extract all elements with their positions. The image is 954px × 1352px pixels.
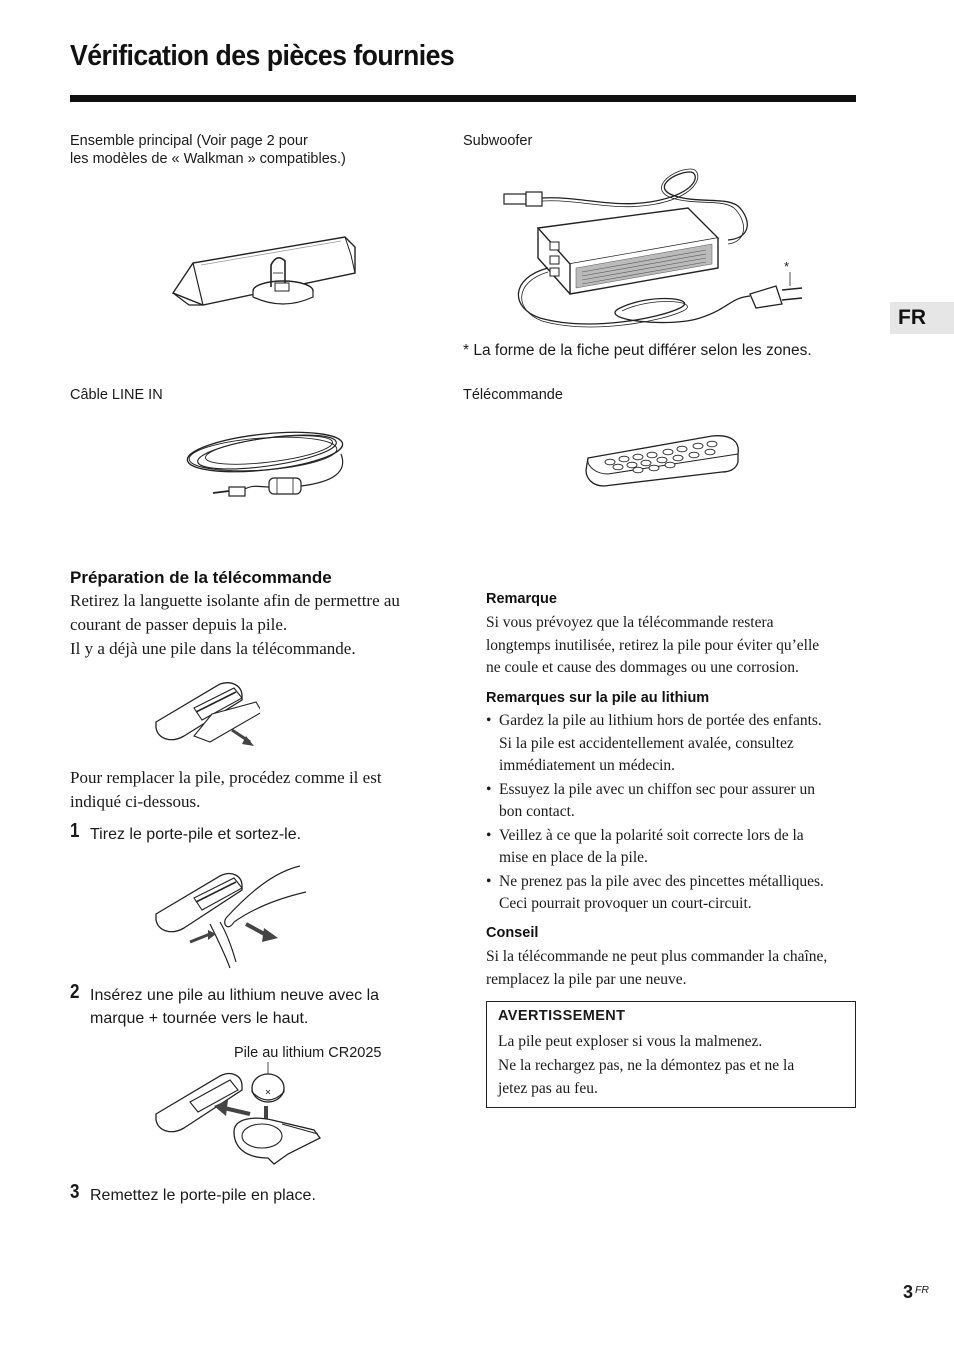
step-text-line: Insérez une pile au lithium neuve avec la xyxy=(90,987,380,1004)
remote-illustration xyxy=(582,432,744,490)
main-unit-caption xyxy=(70,132,346,168)
step-text-line: marque + tournée vers le haut. xyxy=(90,1010,309,1027)
conseil-line: remplacez la pile par une neuve. xyxy=(486,970,687,988)
warning-text xyxy=(498,1030,794,1101)
list-item xyxy=(486,710,858,778)
intro-line: Il y a déjà une pile dans la télécommande. xyxy=(70,639,356,658)
step-text xyxy=(90,984,379,1030)
remote-prep-intro xyxy=(70,589,400,661)
remarque-heading: Remarque xyxy=(486,591,557,607)
line-in-cable-illustration xyxy=(183,424,353,504)
lithium-notes-heading: Remarques sur la pile au lithium xyxy=(486,690,710,706)
step-text xyxy=(90,1184,316,1207)
remarque-line: longtemps inutilisée, retirez la pile pour éviter qu’elle xyxy=(486,636,820,654)
lithium-notes-list xyxy=(486,710,858,917)
subwoofer-caption: Subwoofer xyxy=(463,133,533,149)
title-rule xyxy=(70,95,856,102)
page-title: Vérification des pièces fournies xyxy=(70,40,455,72)
remarque-text xyxy=(486,612,819,680)
list-item xyxy=(486,779,858,824)
conseil-heading: Conseil xyxy=(486,925,539,941)
plug-footnote: * La forme de la fiche peut différer selon les zones. xyxy=(463,342,812,359)
step-number: 2 xyxy=(70,981,80,1003)
insulation-tab-illustration xyxy=(150,678,260,753)
list-item-line: Si la pile est accidentellement avalée, consultez xyxy=(499,734,794,752)
subwoofer-illustration xyxy=(500,168,820,336)
intro-line: Retirez la languette isolante afin de permettre au xyxy=(70,591,400,610)
remote-prep-heading: Préparation de la télécommande xyxy=(70,568,332,587)
main-unit-illustration xyxy=(165,225,365,315)
conseil-text xyxy=(486,946,827,991)
replace-intro xyxy=(70,766,382,814)
battery-label: Pile au lithium CR2025 xyxy=(234,1045,382,1061)
remote-caption: Télécommande xyxy=(463,387,563,403)
list-item-line: immédiatement un médecin. xyxy=(499,757,676,774)
list-item xyxy=(486,871,858,916)
step-number: 3 xyxy=(70,1181,80,1203)
step-text-line: Tirez le porte-pile et sortez-le. xyxy=(90,826,302,843)
line-in-caption: Câble LINE IN xyxy=(70,387,163,403)
list-item-line: • Essuyez la pile avec un chiffon sec pour assurer un xyxy=(499,780,816,798)
list-item-line: • Ne prenez pas la pile avec des pincettes métalliques. xyxy=(499,872,824,890)
conseil-line: Si la télécommande ne peut plus commander la chaîne, xyxy=(486,948,828,965)
list-item-line: Ceci pourrait provoquer un court-circuit. xyxy=(499,895,752,912)
step-text xyxy=(90,823,301,846)
main-unit-caption-line: Ensemble principal (Voir page 2 pour xyxy=(70,133,308,149)
language-tab: FR xyxy=(890,302,954,334)
list-item-line: mise en place de la pile. xyxy=(499,849,648,866)
warning-heading: AVERTISSEMENT xyxy=(498,1008,626,1024)
intro-line: courant de passer depuis la pile. xyxy=(70,615,288,634)
step-text-line: Remettez le porte-pile en place. xyxy=(90,1187,316,1204)
remarque-line: Si vous prévoyez que la télécommande restera xyxy=(486,614,774,631)
pull-battery-holder-illustration xyxy=(150,862,310,972)
main-unit-caption-line: les modèles de « Walkman » compatibles.) xyxy=(70,151,346,167)
plug-asterisk: * xyxy=(784,259,790,274)
replace-line: Pour remplacer la pile, procédez comme il est xyxy=(70,768,382,787)
list-item-line: bon contact. xyxy=(499,803,575,820)
warning-box xyxy=(486,1001,856,1108)
list-item-line: • Veillez à ce que la polarité soit correcte lors de la xyxy=(499,826,804,844)
warning-line: jetez pas au feu. xyxy=(498,1080,598,1097)
remarque-line: ne coule et cause des dommages ou une corrosion. xyxy=(486,659,799,676)
replace-line: indiqué ci-dessous. xyxy=(70,792,201,811)
warning-line: La pile peut exploser si vous la malmenez. xyxy=(498,1033,763,1050)
list-item xyxy=(486,825,858,870)
step-number: 1 xyxy=(70,820,80,842)
insert-battery-illustration xyxy=(150,1062,330,1170)
page-number: 3 xyxy=(903,1282,914,1302)
warning-line: Ne la rechargez pas, ne la démontez pas et ne la xyxy=(498,1056,795,1074)
page-number-suffix: FR xyxy=(915,1284,929,1296)
list-item-line: • Gardez la pile au lithium hors de portée des enfants. xyxy=(499,712,822,729)
